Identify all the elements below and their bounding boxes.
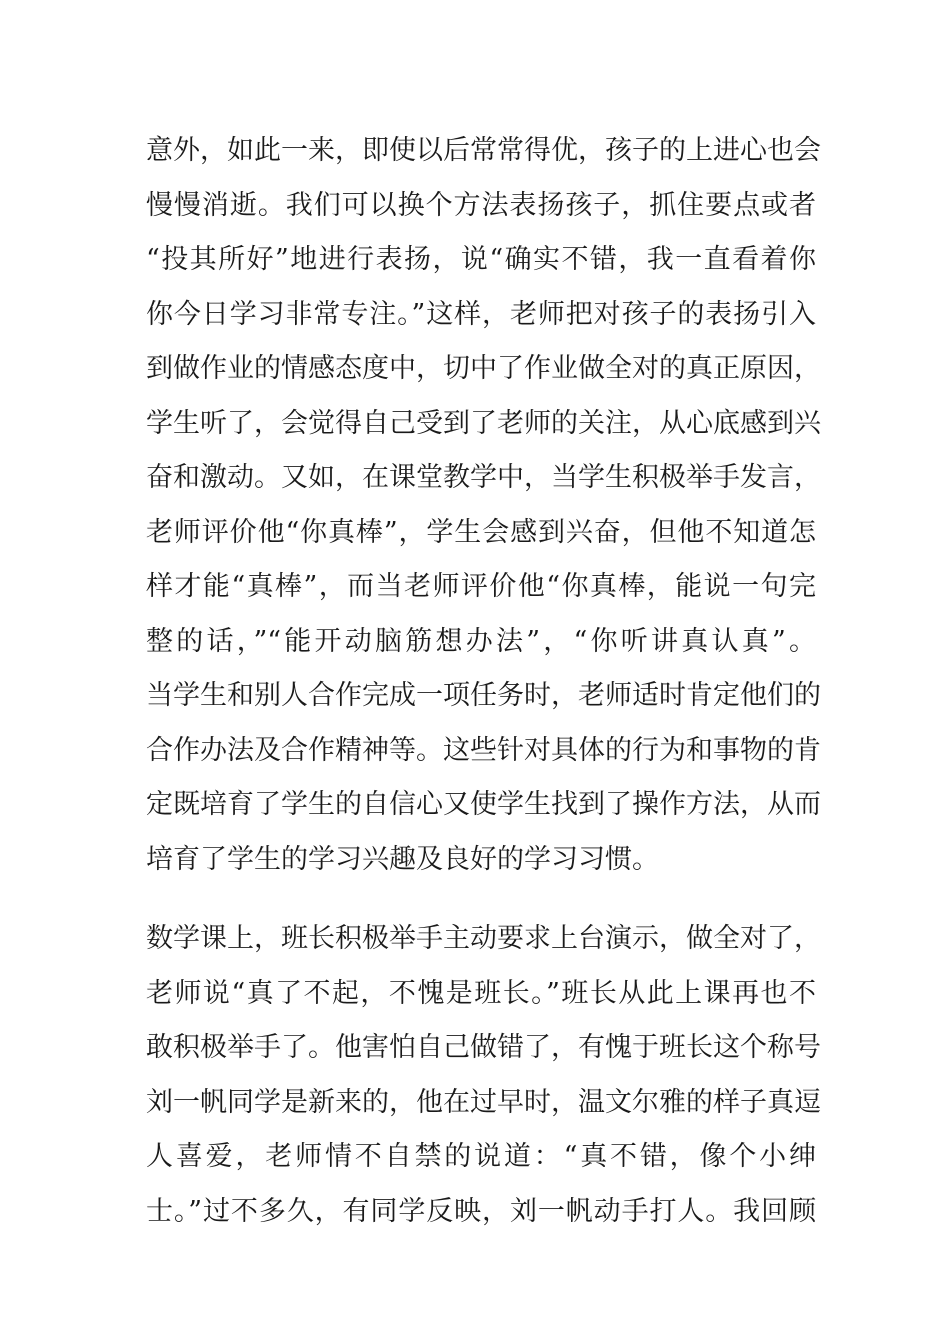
text-line: 培育了学生的学习兴趣及良好的学习习惯。 <box>146 843 659 875</box>
text-line: 样才能“真棒”，而当老师评价他“你真棒，能说一句完 <box>146 571 816 602</box>
text-line: 意外，如此一来，即使以后常常得优，孩子的上进心也会 <box>146 135 821 166</box>
text-line: “投其所好”地进行表扬，说“确实不错，我一直看着你 <box>146 244 816 275</box>
text-line: 慢慢消逝。我们可以换个方法表扬孩子，抓住要点或者 <box>146 189 816 221</box>
text-line: 老师评价他“你真棒”，学生会感到兴奋，但他不知道怎 <box>146 516 816 548</box>
text-line: 合作办法及合作精神等。这些针对具体的行为和事物的肯 <box>146 734 821 766</box>
text-line: 到做作业的情感态度中，切中了作业做全对的真正原因， <box>146 353 821 384</box>
text-line: 定既培育了学生的自信心又使学生找到了操作方法，从而 <box>146 789 821 820</box>
text-line: 人喜爱，老师情不自禁的说道：“真不错，像个小绅 <box>146 1141 816 1172</box>
text-line: 士。”过不多久，有同学反映，刘一帆动手打人。我回顾 <box>146 1195 816 1227</box>
text-line: 奋和激动。又如，在课堂教学中，当学生积极举手发言， <box>146 462 821 493</box>
text-line: 数学课上，班长积极举手主动要求上台演示，做全对了， <box>146 923 821 954</box>
text-line: 整的话，”“能开动脑筋想办法”，“你听讲真认真”。 <box>146 625 816 657</box>
text-line: 学生听了，会觉得自己受到了老师的关注，从心底感到兴 <box>146 407 821 439</box>
text-line: 刘一帆同学是新来的，他在过早时，温文尔雅的样子真逗 <box>146 1086 821 1118</box>
text-line: 敢积极举手了。他害怕自己做错了，有愧于班长这个称号 <box>146 1032 821 1063</box>
text-line: 当学生和别人合作完成一项任务时，老师适时肯定他们的 <box>146 680 821 711</box>
paragraph-math-class-example <box>146 916 821 1243</box>
text-line: 你今日学习非常专注。”这样，老师把对孩子的表扬引入 <box>146 298 816 330</box>
paragraph-praise-method <box>146 128 821 891</box>
text-line: 老师说“真了不起，不愧是班长。”班长从此上课再也不 <box>146 977 816 1009</box>
